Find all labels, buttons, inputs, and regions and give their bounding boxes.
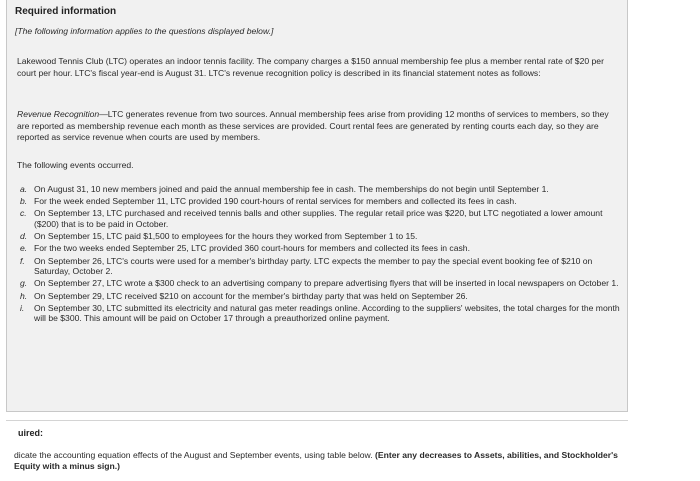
event-letter: f. [20,255,25,266]
panel-title: Required information [15,6,117,17]
event-text: On September 15, LTC paid $1,500 to employees for the hours they worked from September 1 to 15. [34,231,418,242]
event-letter: i. [20,302,25,313]
required-instruction [14,450,634,472]
list-item [20,256,620,277]
event-text: On September 29, LTC received $210 on account for the member's birthday party that was held on September 26. [34,290,468,301]
event-letter: e. [20,243,28,254]
events-list [20,184,620,325]
instruction-bold: (Enter any decreases to Assets, abilities, and Stockholder's Equity with a minus sign.) [14,450,618,472]
event-text: For the two weeks ended September 25, LTC provided 360 court-hours for members and collected its fees in cash. [34,243,470,254]
list-item [20,231,620,242]
required-label: uired: [18,428,44,438]
list-item [20,196,620,207]
list-item [20,208,620,229]
event-text: On September 27, LTC wrote a $300 check to an advertising company to prepare advertising flyers that will be inserted in local newspapers on October 1. [34,278,619,289]
list-item [20,184,620,195]
required-divider [6,420,628,441]
policy-lead: Revenue Recognition [17,109,100,119]
event-letter: b. [20,196,28,207]
events-intro: The following events occurred. [17,160,134,170]
event-letter: a. [20,184,28,194]
policy-paragraph [17,109,617,144]
applies-note: [The following information applies to the questions displayed below.] [15,26,274,36]
list-item [20,291,620,302]
event-text: On September 30, LTC submitted its electricity and natural gas meter readings online. According to the suppliers' websites, the total charges for the month will be $300. This amount will be paid on October 17 through a preauthorized online payment. [34,302,620,324]
list-item [20,303,620,324]
event-text: On September 26, LTC's courts were used for a member's birthday party. LTC expects the member to pay the special event booking fee of $210 on Saturday, October 2. [34,255,593,277]
list-item [20,243,620,254]
instruction-text: dicate the accounting equation effects of the August and September events, using table below. [14,450,376,460]
event-text: On September 13, LTC purchased and received tennis balls and other supplies. The regular retail price was $220, but LTC negotiated a lower amount ($200) that is to be paid in October. [34,208,603,229]
policy-text: —LTC generates revenue from two sources. Annual membership fees arise from providing 12 months of services to members, so they are reported as membership revenue each month as these services are provided. Court rental fees are generated by renting courts each day, so they are reported as service revenue when courts are used by members. [17,109,609,143]
event-letter: c. [20,208,27,219]
event-text: On August 31, 10 new members joined and paid the annual membership fee in cash. The memberships do not begin until September 1. [34,184,549,194]
list-item [20,278,620,289]
event-letter: d. [20,231,28,242]
intro-paragraph: Lakewood Tennis Club (LTC) operates an indoor tennis facility. The company charges a $150 annual membership fee plus a member rental rate of $20 per court per hour. LTC's fiscal year-end is August 31. LTC's revenue recognition policy is described in its financial statement notes as follows: [17,56,604,78]
event-letter: g. [20,278,28,289]
event-text: For the week ended September 11, LTC provided 190 court-hours of rental services for members and collected its fees in cash. [34,196,517,207]
event-letter: h. [20,290,28,301]
